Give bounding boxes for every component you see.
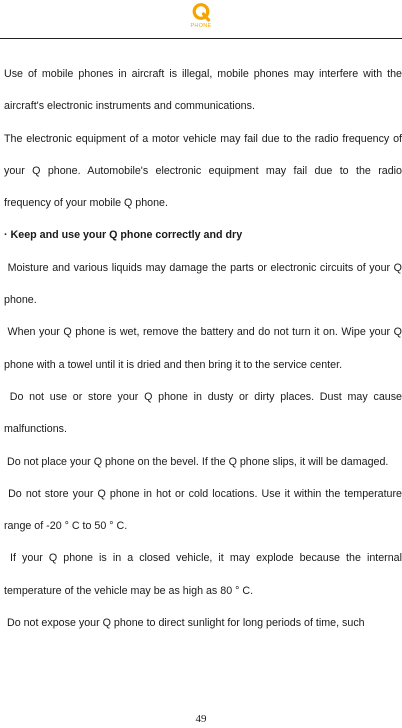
logo-text: PHONE [190,23,212,29]
section-heading: · Keep and use your Q phone correctly and dry [4,229,243,242]
paragraph: Do not expose your Q phone to direct sunlight for long periods of time, such [4,617,365,630]
q-logo-icon [191,2,211,22]
paragraph: Do not store your Q phone in hot or cold locations. Use it within the temperature range of -20 ° C to 50 ° C. [4,487,402,533]
paragraph: The electronic equipment of a motor vehicle may fail due to the radio frequency of your Q phone. Automobile's electronic equipment may fail due to the radio frequency of your mobile Q phone. [4,132,402,210]
paragraph: Do not place your Q phone on the bevel. If the Q phone slips, it will be damaged. [4,455,389,468]
paragraph: If your Q phone is in a closed vehicle, it may explode because the internal temperature of the vehicle may be as high as 80 ° C. [4,552,402,597]
document-body [4,58,402,639]
page-number: 49 [195,713,207,725]
paragraph: Do not use or store your Q phone in dusty or dirty places. Dust may cause malfunctions. [4,390,402,436]
header-divider [0,38,402,39]
brand-logo [0,0,402,36]
paragraph: Moisture and various liquids may damage the parts or electronic circuits of your Q phone. [4,261,402,307]
paragraph: When your Q phone is wet, remove the battery and do not turn it on. Wipe your Q phone with a towel until it is dried and then bring it to the service center. [4,326,402,371]
paragraph: Use of mobile phones in aircraft is illegal, mobile phones may interfere with the aircraft's electronic instruments and communications. [4,68,402,113]
